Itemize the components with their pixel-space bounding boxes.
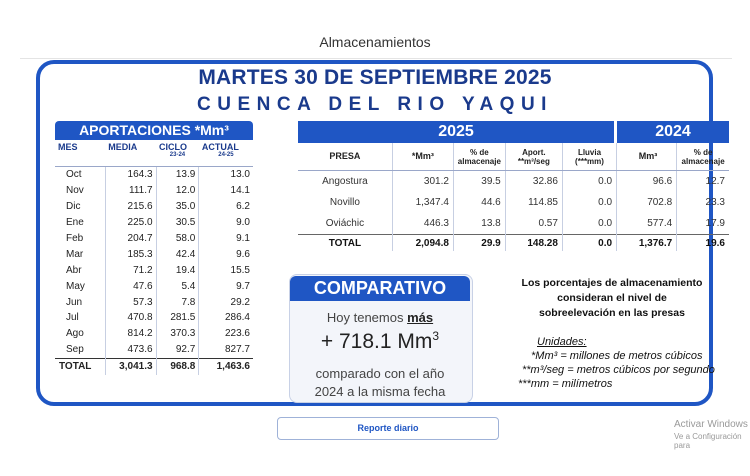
basin-name: CUENCA DEL RIO YAQUI xyxy=(197,94,553,115)
presas-total-lluvia: 0.0 xyxy=(562,235,616,252)
presas-cell-mm3_prev: 702.8 xyxy=(620,192,677,213)
presas-row xyxy=(298,171,729,193)
presas-total-presa: TOTAL xyxy=(298,235,392,252)
aportaciones-cell-ciclo: 13.9 xyxy=(156,167,199,183)
presas-total-mm3: 2,094.8 xyxy=(392,235,453,252)
col-ciclo-sub: 23-24 xyxy=(169,152,186,158)
presas-cell-pct_prev: 12.7 xyxy=(705,176,725,187)
presas-row xyxy=(298,192,729,213)
aportaciones-cell-mes: Jul xyxy=(55,310,105,326)
col-actual-sub: 24-25 xyxy=(218,152,234,158)
aportaciones-cell-media: 204.7 xyxy=(105,231,156,247)
aportaciones-cell-mes: Sep xyxy=(55,342,105,358)
aportaciones-cell-mes: Mar xyxy=(55,246,105,262)
aportaciones-title: APORTACIONES *Mm³ xyxy=(55,121,253,140)
comparativo-caption xyxy=(289,365,471,401)
presas-cell-lluvia: 0.0 xyxy=(562,213,616,235)
presas-total-pct: 29.9 xyxy=(453,235,505,252)
unit-mm: ***mm = milímetros xyxy=(518,378,613,390)
report-date: MARTES 30 DE SEPTIEMBRE 2025 xyxy=(198,66,552,89)
aportaciones-cell-media: 111.7 xyxy=(105,183,156,199)
comparativo-intro xyxy=(289,310,471,325)
presas-total-aport: 148.28 xyxy=(505,235,562,252)
aportaciones-row xyxy=(55,246,253,262)
aportaciones-total-ciclo: 968.8 xyxy=(156,358,199,375)
comparativo-unit-sup: 3 xyxy=(432,329,440,343)
col-pct-prev: % de almacenaje xyxy=(677,143,729,171)
presas-total-mm3_prev: 1,376.7 xyxy=(620,235,677,252)
aportaciones-cell-ciclo: 35.0 xyxy=(156,199,199,215)
presas-cell-mm3_prev: 96.6 xyxy=(620,171,677,193)
aportaciones-row xyxy=(55,183,253,199)
aportaciones-cell-mes: Ago xyxy=(55,326,105,342)
storage-note-3: sobreelevación en las presas xyxy=(539,307,685,319)
aportaciones-cell-actual: 827.7 xyxy=(224,344,250,356)
aportaciones-cell-mes: Jun xyxy=(55,294,105,310)
presas-cell-pct: 44.6 xyxy=(453,192,505,213)
presas-table xyxy=(298,143,729,251)
aportaciones-total-row xyxy=(55,358,253,375)
presas-cell-presa: Novillo xyxy=(298,192,392,213)
col-actual-label: ACTUAL xyxy=(201,142,239,152)
comparativo-mas: más xyxy=(407,310,434,325)
presas-total-pct_prev: 19.6 xyxy=(677,235,729,252)
presas-cell-mm3: 1,347.4 xyxy=(392,192,453,213)
units-title: Unidades: xyxy=(537,336,587,348)
aportaciones-cell-media: 57.3 xyxy=(105,294,156,310)
aportaciones-cell-actual: 9.6 xyxy=(236,248,250,260)
aportaciones-cell-mes: Abr xyxy=(55,262,105,278)
aportaciones-total-media: 3,041.3 xyxy=(105,358,156,375)
presas-cell-mm3: 301.2 xyxy=(392,171,453,193)
aportaciones-cell-media: 215.6 xyxy=(105,199,156,215)
aportaciones-cell-ciclo: 7.8 xyxy=(156,294,199,310)
aportaciones-cell-ciclo: 370.3 xyxy=(156,326,199,342)
aportaciones-cell-media: 473.6 xyxy=(105,342,156,358)
aportaciones-row xyxy=(55,326,253,342)
aportaciones-cell-actual: 286.4 xyxy=(224,312,250,324)
aportaciones-cell-ciclo: 12.0 xyxy=(156,183,199,199)
comparativo-title: COMPARATIVO xyxy=(290,276,470,301)
aportaciones-cell-ciclo: 30.5 xyxy=(156,215,199,231)
aportaciones-row xyxy=(55,231,253,247)
aportaciones-cell-media: 225.0 xyxy=(105,215,156,231)
aportaciones-row xyxy=(55,262,253,278)
aportaciones-cell-media: 185.3 xyxy=(105,246,156,262)
units-legend xyxy=(489,335,729,391)
presas-cell-aport: 0.57 xyxy=(505,213,562,235)
col-presa: PRESA xyxy=(298,143,392,171)
aportaciones-cell-ciclo: 42.4 xyxy=(156,246,199,262)
aportaciones-cell-actual: 13.0 xyxy=(230,169,250,181)
unit-m3seg: **m³/seg = metros cúbicos por segundo xyxy=(522,364,715,376)
comparativo-value xyxy=(289,329,471,354)
aportaciones-row xyxy=(55,167,253,183)
col-lluvia: Lluvia (***mm) xyxy=(562,143,616,171)
presas-cell-presa: Oviáchic xyxy=(298,213,392,235)
aportaciones-cell-ciclo: 58.0 xyxy=(156,231,199,247)
comparativo-caption-2: 2024 a la misma fecha xyxy=(314,384,446,399)
col-mm3: *Mm³ xyxy=(392,143,453,171)
year-2025-header: 2025 xyxy=(298,121,614,143)
aportaciones-row xyxy=(55,278,253,294)
aportaciones-cell-media: 164.3 xyxy=(105,167,156,183)
col-aport: Aport. **m³/seg xyxy=(505,143,562,171)
presas-cell-lluvia: 0.0 xyxy=(562,171,616,193)
aportaciones-cell-ciclo: 281.5 xyxy=(156,310,199,326)
presas-cell-pct_prev: 23.3 xyxy=(705,197,725,208)
title-divider xyxy=(20,58,732,59)
comparativo-prefix: Hoy tenemos xyxy=(326,310,404,325)
windows-activation-title: Activar Windows xyxy=(674,419,748,430)
presas-row xyxy=(298,213,729,235)
aportaciones-cell-actual: 14.1 xyxy=(230,185,250,197)
aportaciones-cell-mes: Nov xyxy=(55,183,105,199)
presas-cell-pct_prev: 17.9 xyxy=(705,218,725,229)
aportaciones-cell-ciclo: 19.4 xyxy=(156,262,199,278)
reporte-diario-button[interactable]: Reporte diario xyxy=(277,417,499,440)
col-actual xyxy=(199,140,253,167)
aportaciones-cell-media: 71.2 xyxy=(105,262,156,278)
storage-note xyxy=(497,276,727,321)
aportaciones-cell-actual: 15.5 xyxy=(230,264,250,276)
aportaciones-cell-mes: Feb xyxy=(55,231,105,247)
aportaciones-cell-actual: 9.1 xyxy=(236,233,250,244)
presas-cell-mm3: 446.3 xyxy=(392,213,453,235)
presas-cell-pct: 39.5 xyxy=(453,171,505,193)
page-title: Almacenamientos xyxy=(319,34,431,50)
aportaciones-cell-media: 47.6 xyxy=(105,278,156,294)
windows-activation-subtitle: Ve a Configuración para xyxy=(674,432,742,450)
col-ciclo xyxy=(156,140,199,167)
storage-note-2: consideran el nivel de xyxy=(557,292,667,304)
aportaciones-row xyxy=(55,342,253,358)
presas-total-row xyxy=(298,235,729,252)
aportaciones-cell-ciclo: 5.4 xyxy=(156,278,199,294)
unit-mm3: *Mm³ = millones de metros cúbicos xyxy=(531,350,703,362)
presas-cell-lluvia: 0.0 xyxy=(562,192,616,213)
presas-cell-aport: 32.86 xyxy=(505,171,562,193)
col-media: MEDIA xyxy=(105,140,156,167)
presas-cell-aport: 114.85 xyxy=(505,192,562,213)
presas-cell-pct: 13.8 xyxy=(453,213,505,235)
aportaciones-row xyxy=(55,199,253,215)
aportaciones-cell-actual: 29.2 xyxy=(230,296,250,308)
aportaciones-cell-actual: 9.0 xyxy=(236,217,250,229)
aportaciones-total-actual: 1,463.6 xyxy=(199,358,253,375)
aportaciones-cell-ciclo: 92.7 xyxy=(156,342,199,358)
aportaciones-cell-actual: 223.6 xyxy=(224,328,250,340)
aportaciones-cell-media: 814.2 xyxy=(105,326,156,342)
comparativo-caption-1: comparado con el año xyxy=(315,366,445,381)
year-2024-header: 2024 xyxy=(617,121,729,143)
aportaciones-cell-mes: May xyxy=(55,278,105,294)
aportaciones-row xyxy=(55,294,253,310)
presas-cell-mm3_prev: 577.4 xyxy=(620,213,677,235)
aportaciones-row xyxy=(55,310,253,326)
aportaciones-cell-actual: 6.2 xyxy=(236,201,250,213)
aportaciones-table xyxy=(55,140,253,375)
comparativo-amount: + 718.1 Mm xyxy=(320,330,433,353)
aportaciones-row xyxy=(55,215,253,231)
col-mm3-prev: Mm³ xyxy=(620,143,677,171)
aportaciones-total-mes: TOTAL xyxy=(55,358,105,375)
storage-note-1: Los porcentajes de almacenamiento xyxy=(521,277,703,289)
aportaciones-cell-media: 470.8 xyxy=(105,310,156,326)
aportaciones-cell-actual: 9.7 xyxy=(236,280,250,292)
col-mes: MES xyxy=(55,140,105,167)
aportaciones-cell-mes: Ene xyxy=(55,215,105,231)
col-ciclo-label: CICLO xyxy=(159,142,188,152)
presas-cell-presa: Angostura xyxy=(298,171,392,193)
aportaciones-cell-mes: Oct xyxy=(55,167,105,183)
aportaciones-cell-mes: Dic xyxy=(55,199,105,215)
col-pct: % de almacenaje xyxy=(453,143,505,171)
